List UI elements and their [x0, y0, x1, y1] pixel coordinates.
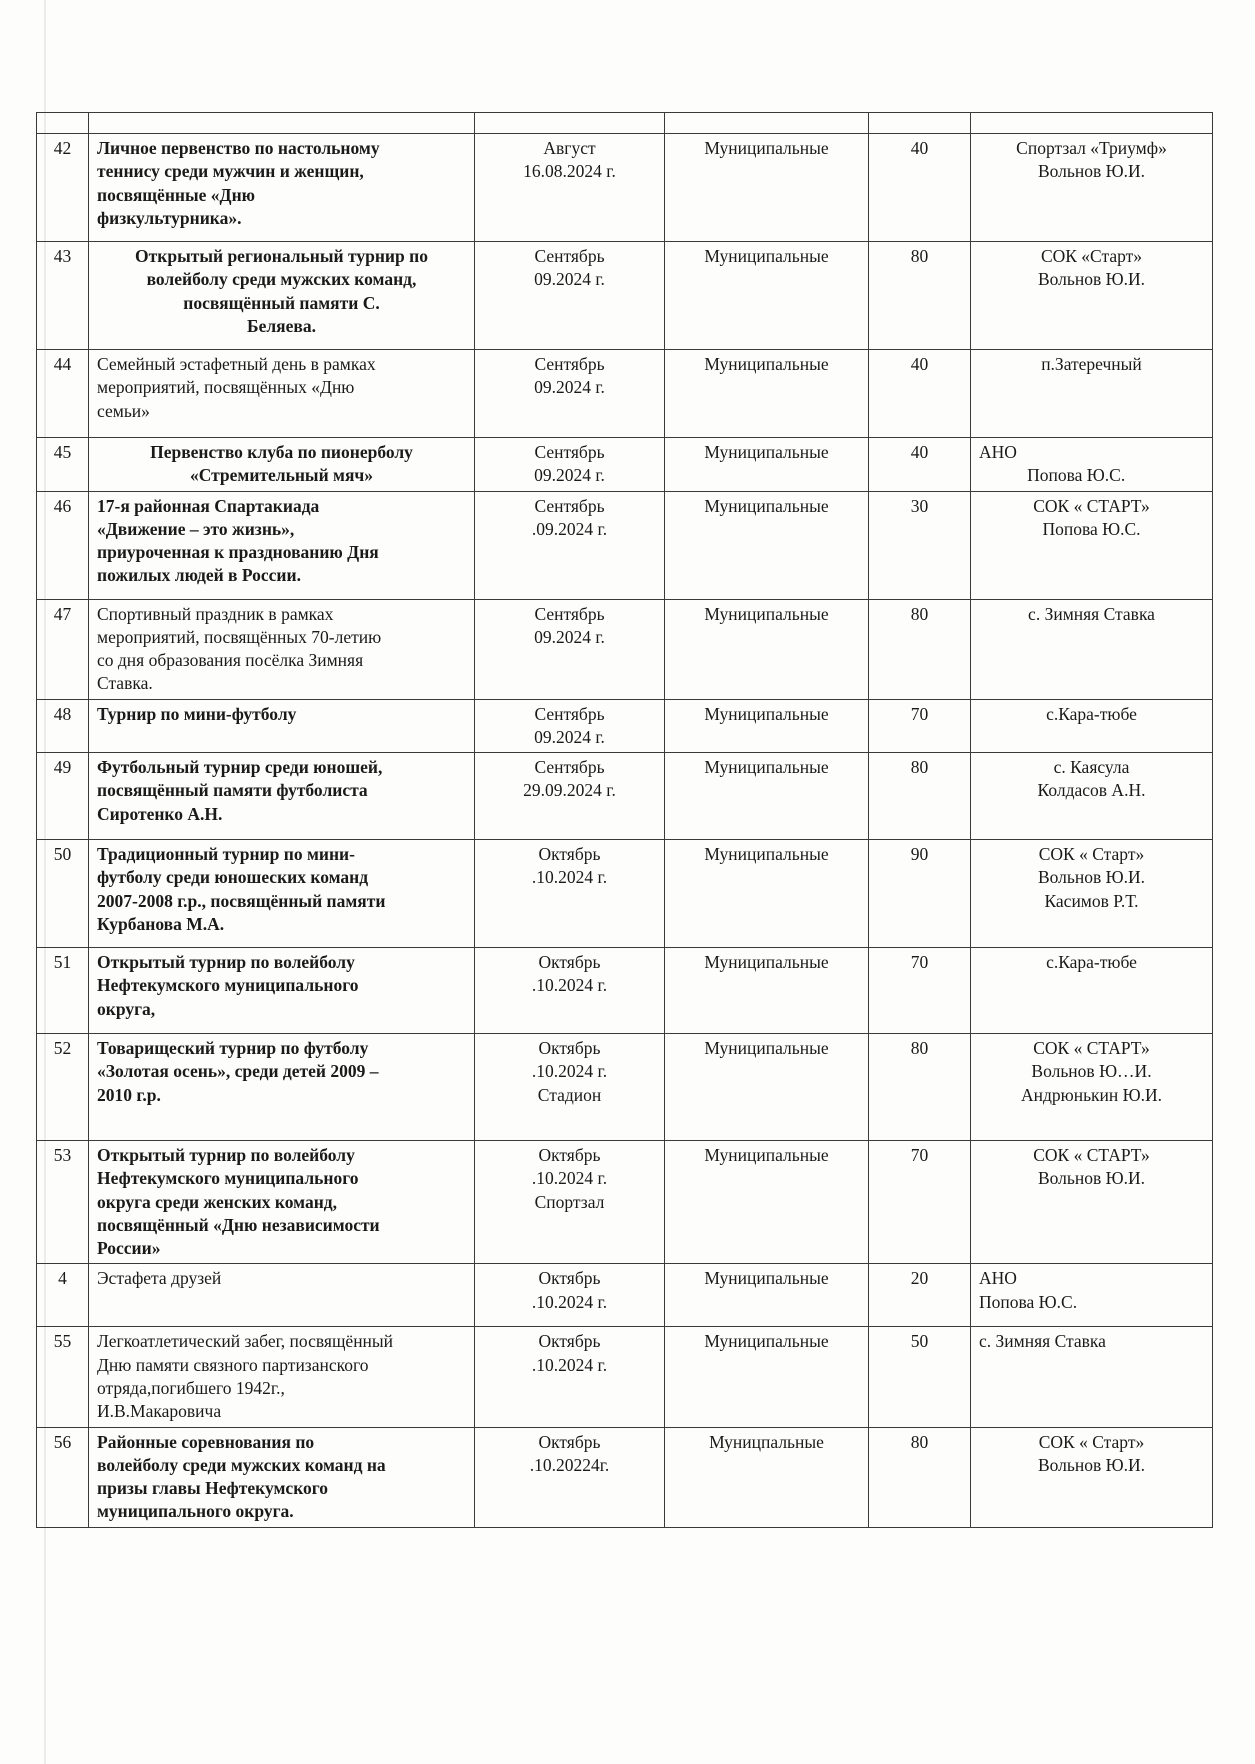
cell-line: 09.2024 г. [534, 269, 605, 290]
table-row [37, 699, 1213, 753]
table-row [37, 1327, 1213, 1427]
cell-level: Муниципальные [665, 1141, 869, 1264]
cell-date [475, 840, 665, 948]
header-cell-name [89, 113, 475, 134]
cell-participants: 80 [869, 753, 971, 840]
cell-place-responsible [971, 840, 1213, 948]
cell-line: семьи» [97, 400, 150, 421]
cell-line: «Движение – это жизнь», [97, 518, 295, 539]
cell-level: Муниципальные [665, 840, 869, 948]
cell-place-responsible [971, 1427, 1213, 1527]
header-cell-count [869, 113, 971, 134]
cell-line: округа среди женских команд, [97, 1191, 338, 1212]
cell-line: Стадион [537, 1084, 602, 1105]
cell-number: 48 [37, 699, 89, 753]
cell-participants: 30 [869, 491, 971, 599]
cell-line: Нефтекумского муниципального [97, 1168, 359, 1189]
cell-line: с. Зимняя Ставка [979, 1331, 1106, 1352]
cell-participants: 50 [869, 1327, 971, 1427]
cell-date [475, 242, 665, 350]
cell-line: Август [543, 138, 596, 158]
cell-line: 09.2024 г. [534, 377, 605, 398]
cell-line: 17-я районная Спартакиада [97, 495, 320, 516]
cell-date [475, 1264, 665, 1327]
cell-line: Попова Ю.С. [979, 1291, 1078, 1312]
table-row [37, 1264, 1213, 1327]
cell-participants: 70 [869, 699, 971, 753]
cell-line: Вольнов Ю.И. [1037, 1454, 1146, 1475]
cell-line: 2010 г.р. [97, 1084, 161, 1105]
cell-line: Сентябрь [534, 246, 605, 266]
cell-line: .10.2024 г. [531, 1291, 608, 1312]
cell-line: И.В.Макаровича [97, 1401, 222, 1422]
cell-line: .10.2024 г. [531, 867, 608, 888]
table-row [37, 134, 1213, 242]
events-table [36, 112, 1213, 1528]
cell-date [475, 599, 665, 699]
table-row [37, 1034, 1213, 1141]
cell-line: Традиционный турнир по мини- [97, 844, 355, 865]
cell-line: Сентябрь [534, 495, 605, 516]
cell-line: с.Кара-тюбе [1046, 952, 1137, 973]
cell-number: 55 [37, 1327, 89, 1427]
cell-line: «Стремительный мяч» [189, 465, 374, 486]
cell-number: 47 [37, 599, 89, 699]
cell-date [475, 699, 665, 753]
cell-event-name [89, 1034, 475, 1141]
header-cell-num [37, 113, 89, 134]
cell-line: с. Зимняя Ставка [1028, 603, 1155, 624]
cell-line: с. Каясула [1053, 757, 1130, 778]
cell-line: Касимов Р.Т. [1044, 890, 1139, 911]
cell-line: Открытый турнир по волейболу [97, 952, 355, 973]
cell-line: Октябрь [538, 844, 601, 865]
cell-line: 16.08.2024 г. [523, 161, 616, 182]
cell-line: Попова Ю.С. [979, 465, 1126, 486]
cell-place-responsible [971, 350, 1213, 438]
cell-level: Муницпальные [665, 1427, 869, 1527]
cell-date [475, 753, 665, 840]
cell-line: п.Затеречный [1041, 354, 1142, 374]
cell-line: .10.2024 г. [531, 1168, 608, 1189]
cell-date [475, 134, 665, 242]
cell-event-name [89, 599, 475, 699]
cell-line: Андрюнькин Ю.И. [1020, 1084, 1163, 1105]
cell-number: 56 [37, 1427, 89, 1527]
cell-line: Октябрь [538, 1268, 601, 1289]
cell-level: Муниципальные [665, 1034, 869, 1141]
cell-line: Сентябрь [534, 703, 605, 724]
cell-line: теннису среди мужчин и женщин, [97, 161, 364, 182]
cell-event-name [89, 699, 475, 753]
cell-event-name [89, 753, 475, 840]
cell-date [475, 948, 665, 1034]
cell-level: Муниципальные [665, 1264, 869, 1327]
cell-line: Вольнов Ю.И. [1037, 269, 1146, 290]
cell-place-responsible [971, 599, 1213, 699]
cell-number: 53 [37, 1141, 89, 1264]
cell-place-responsible [971, 948, 1213, 1034]
cell-line: Турнир по мини-футболу [97, 703, 297, 724]
cell-event-name [89, 491, 475, 599]
cell-level: Муниципальные [665, 753, 869, 840]
cell-participants: 80 [869, 242, 971, 350]
cell-line: России» [97, 1238, 161, 1259]
cell-line: Нефтекумского муниципального [97, 975, 359, 996]
cell-date [475, 1034, 665, 1141]
cell-line: Октябрь [538, 1431, 601, 1452]
cell-date [475, 1141, 665, 1264]
cell-line: Сентябрь [534, 757, 605, 778]
cell-place-responsible [971, 1141, 1213, 1264]
header-cell-place [971, 113, 1213, 134]
cell-line: Районные соревнования по [97, 1431, 315, 1452]
cell-level: Муниципальные [665, 491, 869, 599]
cell-line: СОК « Старт» [1038, 1431, 1145, 1452]
table-row [37, 242, 1213, 350]
cell-line: 09.2024 г. [534, 726, 605, 747]
cell-place-responsible [971, 753, 1213, 840]
cell-number: 52 [37, 1034, 89, 1141]
table-row [37, 350, 1213, 438]
cell-line: СОК « Старт» [1038, 844, 1145, 865]
cell-line: Сентябрь [534, 442, 605, 462]
cell-level: Муниципальные [665, 242, 869, 350]
cell-line: округа, [97, 998, 156, 1019]
cell-participants: 40 [869, 134, 971, 242]
cell-date [475, 438, 665, 492]
cell-line: Курбанова М.А. [97, 913, 225, 934]
cell-line: посвящённые «Дню [97, 184, 256, 205]
cell-line: 09.2024 г. [534, 465, 605, 486]
cell-line: муниципального округа. [97, 1501, 294, 1522]
cell-event-name [89, 840, 475, 948]
cell-line: волейболу среди мужских команд на [97, 1454, 386, 1475]
cell-date [475, 491, 665, 599]
cell-line: пожилых людей в России. [97, 565, 301, 586]
cell-line: мероприятий, посвящённых 70-летию [97, 626, 382, 647]
table-row [37, 491, 1213, 599]
cell-number: 49 [37, 753, 89, 840]
cell-event-name [89, 1327, 475, 1427]
cell-participants: 90 [869, 840, 971, 948]
cell-line: Сентябрь [534, 603, 605, 624]
cell-number: 42 [37, 134, 89, 242]
cell-line: Октябрь [538, 952, 601, 973]
cell-line: с.Кара-тюбе [1046, 703, 1137, 724]
cell-line: 09.2024 г. [534, 626, 605, 647]
cell-place-responsible [971, 491, 1213, 599]
cell-participants: 70 [869, 948, 971, 1034]
cell-event-name [89, 438, 475, 492]
table-row [37, 1141, 1213, 1264]
cell-line: СОК « СТАРТ» [1033, 1038, 1150, 1059]
cell-line: .10.2024 г. [531, 975, 608, 996]
cell-event-name [89, 1141, 475, 1264]
cell-line: Открытый турнир по волейболу [97, 1145, 355, 1166]
cell-place-responsible [971, 438, 1213, 492]
cell-line: приуроченная к празднованию Дня [97, 542, 379, 563]
cell-line: Попова Ю.С. [1042, 518, 1141, 539]
cell-line: 29.09.2024 г. [523, 780, 616, 801]
cell-line: Личное первенство по настольному [97, 138, 380, 158]
cell-line: посвящённый памяти футболиста [97, 780, 368, 801]
cell-level: Муниципальные [665, 1327, 869, 1427]
cell-line: Спортзал [534, 1191, 605, 1212]
cell-line: Первенство клуба по пионерболу [150, 442, 413, 462]
cell-line: Вольнов Ю.И. [1037, 161, 1146, 182]
cell-participants: 80 [869, 1034, 971, 1141]
cell-line: Вольнов Ю…И. [1031, 1061, 1152, 1082]
cell-line: Октябрь [538, 1145, 601, 1166]
cell-line: мероприятий, посвящённых «Дню [97, 377, 355, 398]
cell-event-name [89, 242, 475, 350]
cell-place-responsible [971, 1264, 1213, 1327]
cell-line: Спортивный праздник в рамках [97, 603, 334, 624]
cell-line: со дня образования посёлка Зимняя [97, 650, 364, 671]
cell-line: Октябрь [538, 1331, 601, 1352]
table-row [37, 948, 1213, 1034]
events-table-body [37, 113, 1213, 1528]
cell-number: 51 [37, 948, 89, 1034]
cell-line: Сиротенко А.Н. [97, 803, 223, 824]
table-row [37, 753, 1213, 840]
cell-level: Муниципальные [665, 438, 869, 492]
cell-participants: 40 [869, 438, 971, 492]
cell-line: физкультурника». [97, 207, 242, 228]
cell-participants: 80 [869, 1427, 971, 1527]
cell-number: 45 [37, 438, 89, 492]
cell-line: посвящённый памяти С. [183, 292, 380, 313]
cell-line: волейболу среди мужских команд, [146, 269, 417, 290]
cell-line: СОК «Старт» [1040, 246, 1143, 266]
cell-event-name [89, 1264, 475, 1327]
cell-line: Открытый региональный турнир по [135, 246, 428, 266]
cell-line: .10.20224г. [529, 1454, 610, 1475]
cell-line: Сентябрь [534, 354, 605, 374]
header-cell-level [665, 113, 869, 134]
cell-line: Вольнов Ю.И. [1037, 1168, 1146, 1189]
table-row [37, 1427, 1213, 1527]
cell-line: .09.2024 г. [531, 518, 608, 539]
cell-place-responsible [971, 699, 1213, 753]
cell-event-name [89, 1427, 475, 1527]
cell-participants: 70 [869, 1141, 971, 1264]
table-row [37, 438, 1213, 492]
cell-number: 43 [37, 242, 89, 350]
header-cell-date [475, 113, 665, 134]
table-header-row [37, 113, 1213, 134]
cell-place-responsible [971, 1034, 1213, 1141]
cell-number: 50 [37, 840, 89, 948]
cell-line: Вольнов Ю.И. [1037, 867, 1146, 888]
cell-line: Легкоатлетический забег, посвящённый [97, 1331, 394, 1352]
cell-line: Ставка. [97, 673, 153, 694]
cell-level: Муниципальные [665, 948, 869, 1034]
cell-line: АНО [979, 1268, 1017, 1289]
cell-place-responsible [971, 1327, 1213, 1427]
cell-level: Муниципальные [665, 350, 869, 438]
cell-participants: 20 [869, 1264, 971, 1327]
cell-event-name [89, 134, 475, 242]
cell-date [475, 1327, 665, 1427]
cell-line: Беляева. [247, 315, 316, 336]
cell-line: Эстафета друзей [97, 1268, 222, 1289]
cell-participants: 40 [869, 350, 971, 438]
cell-line: Футбольный турнир среди юношей, [97, 757, 383, 778]
cell-place-responsible [971, 242, 1213, 350]
table-row [37, 599, 1213, 699]
cell-date [475, 350, 665, 438]
cell-line: призы главы Нефтекумского [97, 1478, 329, 1499]
cell-line: Семейный эстафетный день в рамках [97, 354, 376, 374]
cell-line: 2007-2008 г.р., посвящённый памяти [97, 890, 386, 911]
cell-level: Муниципальные [665, 134, 869, 242]
cell-line: «Золотая осень», среди детей 2009 – [97, 1061, 379, 1082]
cell-line: Колдасов А.Н. [1037, 780, 1146, 801]
cell-participants: 80 [869, 599, 971, 699]
cell-number: 46 [37, 491, 89, 599]
cell-level: Муниципальные [665, 599, 869, 699]
cell-place-responsible [971, 134, 1213, 242]
cell-date [475, 1427, 665, 1527]
cell-number: 44 [37, 350, 89, 438]
cell-line: АНО [979, 442, 1017, 462]
table-row [37, 840, 1213, 948]
cell-number: 4 [37, 1264, 89, 1327]
cell-level: Муниципальные [665, 699, 869, 753]
cell-line: .10.2024 г. [531, 1061, 608, 1082]
cell-line: Дню памяти связного партизанского [97, 1354, 369, 1375]
cell-line: Спортзал «Триумф» [1016, 138, 1167, 158]
cell-line: СОК « СТАРТ» [1033, 495, 1150, 516]
cell-event-name [89, 350, 475, 438]
cell-line: отряда,погибшего 1942г., [97, 1377, 285, 1398]
cell-line: СОК « СТАРТ» [1033, 1145, 1150, 1166]
cell-line: футболу среди юношеских команд [97, 867, 369, 888]
cell-line: посвящённый «Дню независимости [97, 1214, 380, 1235]
cell-line: Товарищеский турнир по футболу [97, 1038, 369, 1059]
cell-line: Октябрь [538, 1038, 601, 1059]
cell-line: .10.2024 г. [531, 1354, 608, 1375]
cell-event-name [89, 948, 475, 1034]
